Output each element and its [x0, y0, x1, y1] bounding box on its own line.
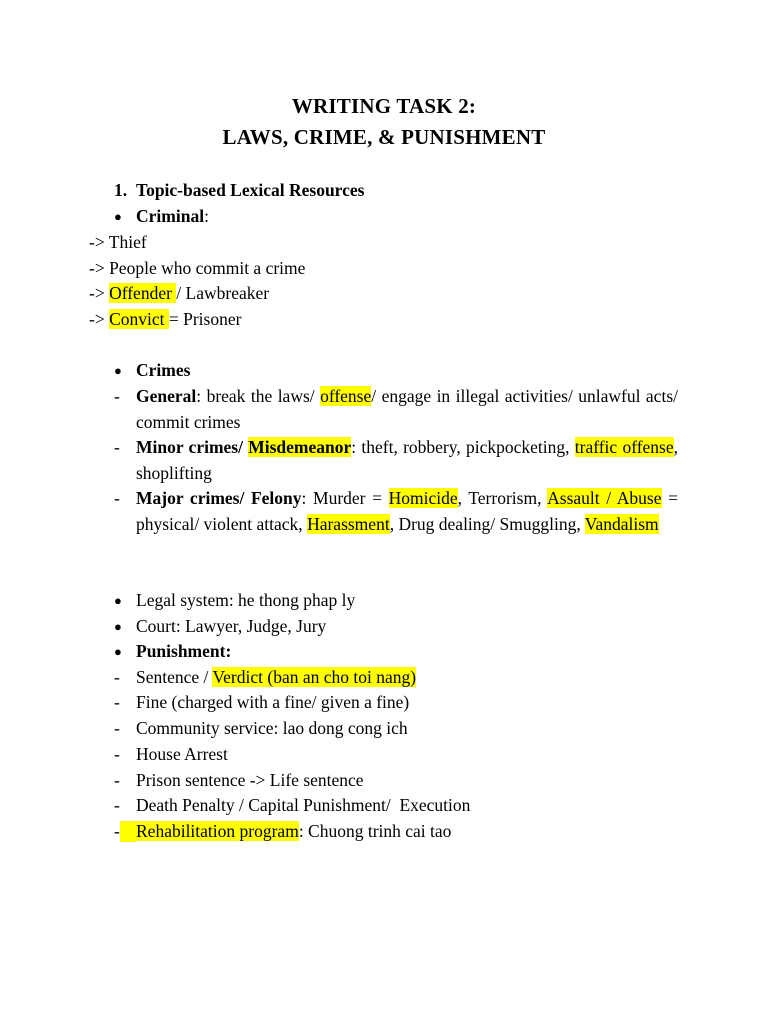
dash-marker: - — [114, 770, 120, 790]
criminal-line — [89, 307, 241, 333]
dash-marker: - — [114, 744, 120, 764]
punishment-fine: Fine (charged with a fine/ given a fine) — [136, 692, 410, 712]
text-run: : theft, robbery, pickpocketing, — [351, 437, 575, 457]
crimes-general — [136, 384, 678, 435]
title-line-1: WRITING TASK 2: — [291, 94, 477, 118]
dash-marker: - — [114, 488, 120, 508]
criminal-line — [89, 256, 305, 282]
arrow-prefix: -> — [89, 283, 110, 303]
punishment-house: House Arrest — [136, 744, 228, 764]
crimes-major — [136, 486, 678, 537]
dash-marker: - — [114, 821, 120, 841]
highlight-pad — [120, 821, 136, 842]
highlighted-term: traffic offense — [574, 437, 674, 457]
major-label: Major crimes/ Felony — [136, 488, 302, 508]
arrow-prefix: -> — [89, 258, 110, 278]
text-run: / engage in illegal activities/ unlawful acts/ commit crimes — [136, 386, 678, 432]
punishment-heading: Punishment: — [136, 641, 232, 661]
criminal-line — [89, 230, 147, 256]
dash-marker: - — [114, 795, 120, 815]
highlighted-term: Harassment — [307, 513, 390, 534]
title-line-2: LAWS, CRIME, & PUNISHMENT — [222, 125, 546, 149]
bullet-icon: ● — [114, 209, 122, 224]
punishment-rehab — [136, 819, 451, 845]
punishment-prison: Prison sentence -> Life sentence — [136, 770, 364, 790]
crimes-heading: Crimes — [136, 360, 191, 380]
highlighted-term: Rehabilitation program — [136, 821, 299, 841]
bullet-icon: ● — [114, 619, 122, 634]
minor-label: Minor crimes/ — [136, 437, 249, 457]
text-run: : break the laws/ — [196, 386, 321, 406]
highlighted-term: Offender — [109, 283, 177, 303]
highlighted-term: Misdemeanor — [248, 437, 352, 457]
crimes-minor — [136, 435, 678, 486]
highlighted-term: offense — [320, 386, 372, 406]
criminal-term: People who commit a crime — [109, 258, 306, 278]
dash-marker: - — [114, 386, 120, 406]
highlighted-term: Verdict (ban an cho toi nang) — [212, 667, 417, 687]
arrow-prefix: -> — [89, 232, 109, 252]
criminal-heading — [136, 204, 209, 230]
criminal-colon: : — [204, 206, 209, 226]
highlighted-term: Homicide — [388, 488, 458, 508]
bullet-icon: ● — [114, 363, 122, 378]
text-run: , Terrorism, — [457, 488, 548, 508]
bullet-icon: ● — [114, 593, 122, 608]
court: Court: Lawyer, Judge, Jury — [136, 616, 327, 636]
text-run: = physical/ violent attack, — [136, 488, 678, 534]
text-run: Sentence / — [136, 667, 213, 687]
section-heading: Topic-based Lexical Resources — [136, 180, 365, 200]
text-run: , Drug dealing/ Smuggling, — [389, 513, 585, 534]
highlighted-term: Vandalism — [584, 513, 659, 534]
criminal-term: = Prisoner — [168, 309, 242, 329]
highlighted-term: Convict — [109, 309, 169, 329]
criminal-line — [89, 281, 269, 307]
dash-marker: - — [114, 718, 120, 738]
criminal-label: Criminal — [136, 206, 205, 226]
text-run: : Murder = — [301, 488, 389, 508]
text-run: : Chuong trinh cai tao — [298, 821, 452, 841]
arrow-prefix: -> — [89, 309, 110, 329]
criminal-term: / Lawbreaker — [176, 283, 270, 303]
punishment-death: Death Penalty / Capital Punishment/ Execution — [136, 795, 471, 815]
text-run: , shoplifting — [136, 437, 678, 483]
punishment-sentence — [136, 665, 416, 691]
punishment-community: Community service: lao dong cong ich — [136, 718, 408, 738]
dash-marker: - — [114, 692, 120, 712]
legal-system: Legal system: he thong phap ly — [136, 590, 356, 610]
dash-marker: - — [114, 437, 120, 457]
dash-marker: - — [114, 667, 120, 687]
highlighted-term: Assault / Abuse — [547, 488, 662, 508]
criminal-term: Thief — [108, 232, 147, 252]
general-label: General — [136, 386, 197, 406]
bullet-icon: ● — [114, 644, 122, 659]
section-number: 1. — [114, 180, 128, 200]
